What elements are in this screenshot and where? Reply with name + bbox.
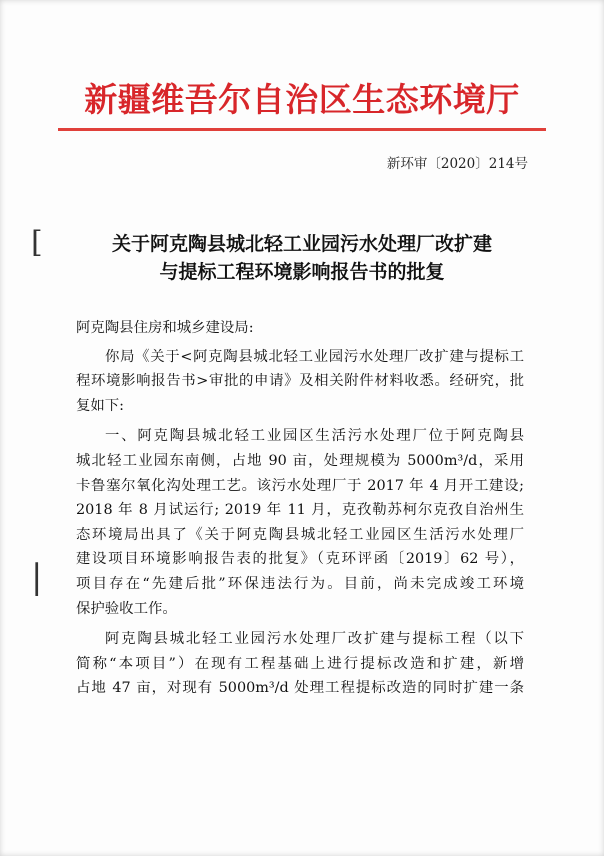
paragraph-line: 你局《关于<阿克陶县城北轻工业园污水处理厂改扩建与提标工 bbox=[105, 348, 524, 365]
paragraph-line: 态环境局出具了《关于阿克陶县城北轻工业园区生活污水处理厂 bbox=[76, 526, 524, 543]
paragraph-2 bbox=[76, 424, 524, 621]
paragraph-line: 一、阿克陶县城北轻工业园区生活污水处理厂位于阿克陶县 bbox=[105, 428, 524, 445]
paragraph-line: 复如下: bbox=[76, 397, 125, 414]
paragraph-line: 保护验收工作。 bbox=[76, 600, 177, 617]
agency-header: 新疆维吾尔自治区生态环境厅 bbox=[84, 80, 520, 119]
title-line-2: 与提标工程环境影响报告书的批复 bbox=[159, 261, 445, 283]
salutation: 阿克陶县住房和城乡建设局: bbox=[76, 320, 254, 336]
document-title bbox=[58, 230, 546, 286]
paragraph-line: 项目存在“先建后批”环保违法行为。目前，尚未完成竣工环境 bbox=[76, 575, 524, 592]
paragraph-line: 城北轻工业园东南侧，占地 90 亩，处理规模为 5000m³/d，采用 bbox=[76, 452, 524, 469]
title-line-1: 关于阿克陶县城北轻工业园污水处理厂改扩建 bbox=[111, 233, 492, 255]
margin-bracket-mark: [ bbox=[31, 225, 43, 260]
document-number: 新环审〔2020〕214号 bbox=[386, 156, 528, 172]
paragraph-line: 简称“本项目”）在现有工程基础上进行提标改造和扩建，新增 bbox=[76, 655, 524, 672]
paragraph-line: 占地 47 亩，对现有 5000m³/d 处理工程提标改造的同时扩建一条 bbox=[76, 680, 524, 697]
paragraph-1 bbox=[76, 345, 524, 419]
paragraph-line: 2018 年 8 月试运行; 2019 年 11 月，克孜勒苏柯尔克孜自治州生 bbox=[76, 502, 524, 519]
paragraph-3 bbox=[76, 627, 524, 701]
document-body bbox=[76, 316, 524, 707]
paragraph-line: 程环境影响报告书>审批的申请》及相关附件材料收悉。经研究，批 bbox=[76, 373, 524, 390]
paragraph-line: 卡鲁塞尔氧化沟处理工艺。该污水处理厂于 2017 年 4 月开工建设; bbox=[76, 477, 524, 494]
paragraph-line: 阿克陶县城北轻工业园污水处理厂改扩建与提标工程（以下 bbox=[105, 631, 524, 648]
paragraph-line: 建设项目环境影响报告表的批复》（克环评函〔2019〕62 号）， bbox=[76, 551, 524, 568]
margin-bar-mark: | bbox=[31, 557, 43, 597]
red-header-rule bbox=[58, 128, 546, 131]
